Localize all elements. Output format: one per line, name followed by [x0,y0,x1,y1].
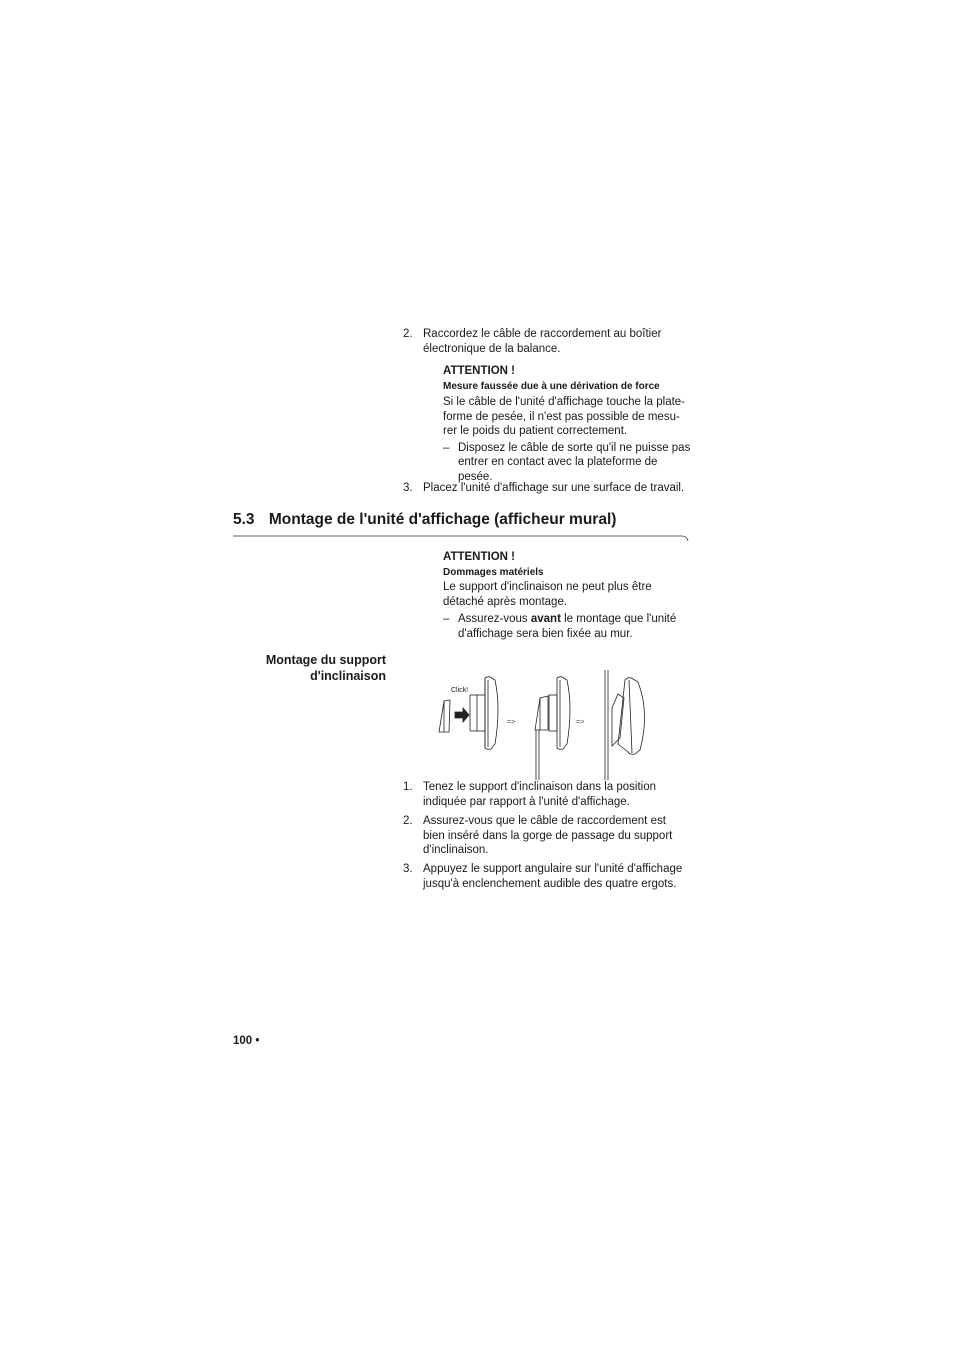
step-number: 1. [403,781,413,793]
step-number: 3. [403,863,413,875]
attention-text-line: Si le câble de l'unité d'affichage touche la plate- [443,396,686,408]
attention-subtitle: Dommages matériels [443,566,544,578]
attention-block-force [443,364,703,485]
bullet-dash: – [443,613,450,625]
wall-mounted-drawing [605,670,645,780]
step-2 [403,327,703,359]
tilt-bracket-drawing [439,700,450,732]
bullet-text-line: pesée. [458,470,493,483]
click-label: Click! [451,687,469,694]
attention-text [443,580,703,609]
step-number: 2. [403,328,413,340]
step-text-line: d'inclinaison. [423,844,489,856]
attention-bullet [443,441,703,485]
next-step-arrow: => [507,719,516,726]
attention-text-line: rer le poids du patient correctement. [443,425,628,437]
step-text-line: jusqu'à enclenchement audible des quatre ergots. [423,877,677,890]
step-text-line: Assurez-vous que le câble de raccordement est [423,815,666,827]
display-unit-drawing-1 [470,677,498,750]
step-text: Placez l'unité d'affichage sur une surface de travail. [423,482,685,494]
step-number: 2. [403,815,413,827]
step-text-line: bien inséré dans la gorge de passage du support [423,829,673,842]
bullet-text-line: entrer en contact avec la plateforme de [458,456,658,468]
section-title: Montage de l'unité d'affichage (afficheur mural) [268,511,617,528]
section-heading [233,511,703,529]
bullet-text-line: Assurez-vous avant le montage que l'unité [458,613,677,625]
side-heading: Montage du support d'inclinaison [265,653,386,683]
attention-bullet [443,612,703,642]
attention-text [443,395,703,439]
bullet-text-line: Disposez le câble de sorte qu'il ne puisse pas [458,441,691,454]
emphasis-avant: avant [530,613,561,625]
mounting-figure [432,668,662,782]
push-arrow-icon [455,708,469,722]
display-unit-drawing-2 [535,677,570,780]
step-text-line: indiquée par rapport à l'unité d'affichage. [423,795,630,808]
section-number: 5.3 [233,511,255,528]
section-rule [232,533,692,547]
attention-title: ATTENTION ! [443,551,515,563]
page-number: 100 • [233,1035,260,1047]
step-number: 3. [403,482,413,494]
attention-text-line: forme de pesée, il n'est pas possible de mesu- [443,410,680,423]
attention-text-line: détaché après montage. [443,595,568,608]
attention-text-line: Le support d'inclinaison ne peut plus être [443,581,652,593]
step-text-line: électronique de la balance. [423,342,561,355]
attention-block-damage [443,550,703,642]
step-text-line: Tenez le support d'inclinaison dans la position [423,781,656,793]
next-step-arrow: => [576,719,585,726]
attention-subtitle: Mesure faussée due à une dérivation de force [443,380,660,392]
step-text-line: Appuyez le support angulaire sur l'unité d'affichage [423,863,683,875]
step-text-line: Raccordez le câble de raccordement au boîtier [423,328,662,340]
bullet-dash: – [443,441,450,454]
attention-title: ATTENTION ! [443,365,515,377]
bullet-text-line: d'affichage sera bien fixée au mur. [458,627,633,640]
